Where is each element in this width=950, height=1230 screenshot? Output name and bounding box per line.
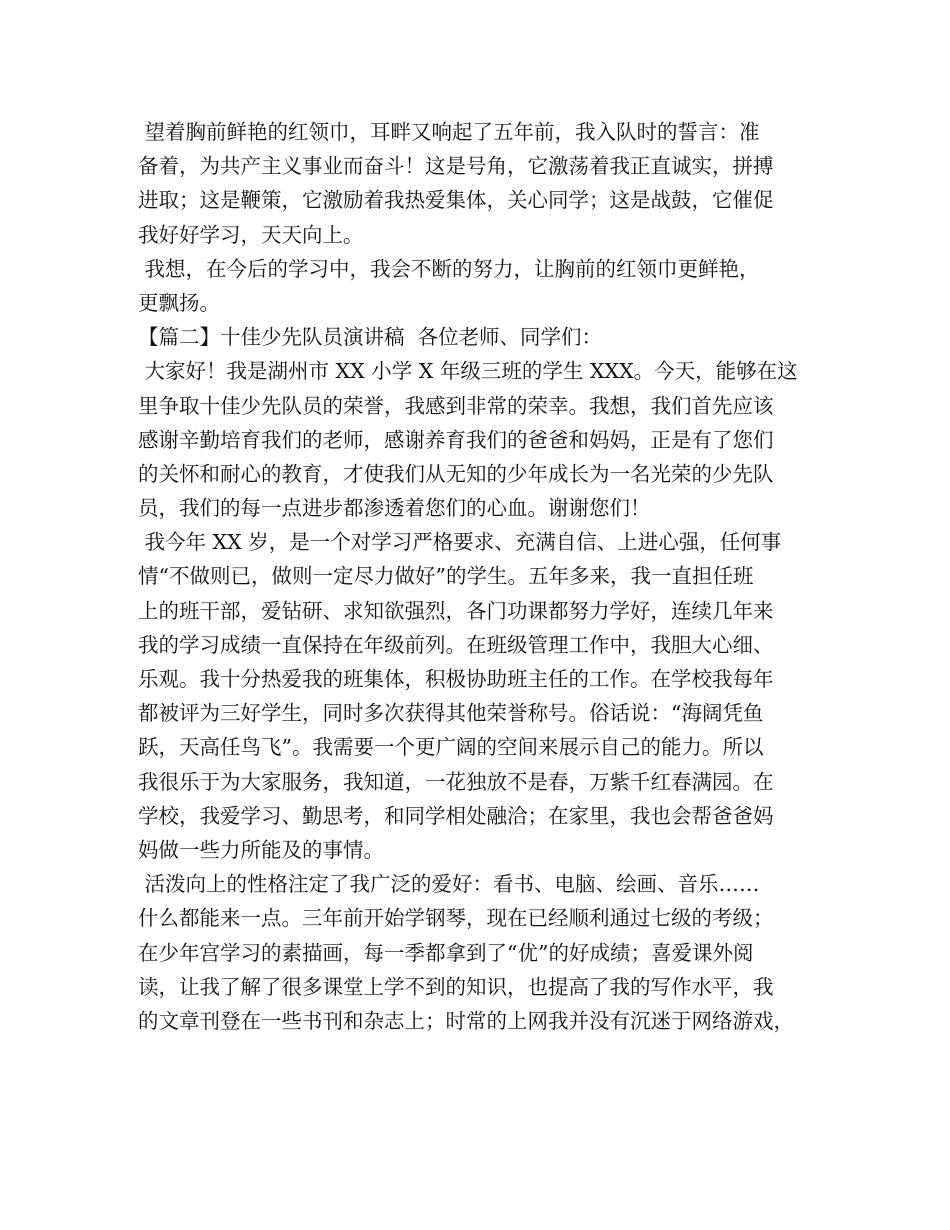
- text-line: 学校，我爱学习、勤思考，和同学相处融洽；在家里，我也会帮爸爸妈: [138, 803, 774, 828]
- text-line: 情“不做则已，做则一定尽力做好”的学生。五年多来，我一直担任班: [138, 564, 754, 589]
- text-line: 的关怀和耐心的教育，才使我们从无知的少年成长为一名光荣的少先队: [138, 461, 774, 486]
- text-line: 我的学习成绩一直保持在年级前列。在班级管理工作中，我胆大心细、: [138, 632, 774, 657]
- text-line: 上的班干部，爱钻研、求知欲强烈，各门功课都努力学好，连续几年来: [138, 598, 774, 623]
- text-line: 我今年 XX 岁，是一个对学习严格要求、充满自信、上进心强，任何事: [138, 530, 782, 555]
- text-line: 更飘扬。: [138, 290, 220, 315]
- text-line: 望着胸前鲜艳的红领巾，耳畔又响起了五年前，我入队时的誓言：准: [138, 120, 760, 144]
- text-line: 在少年宫学习的素描画，每一季都拿到了“优”的好成绩；喜爱课外阅: [138, 940, 754, 965]
- text-line: 里争取十佳少先队员的荣誉，我感到非常的荣幸。我想，我们首先应该: [138, 393, 774, 418]
- section-heading-line: 【篇二】十佳少先队员演讲稿 各位老师、同学们：: [138, 325, 603, 350]
- text-line: 的文章刊登在一些书刊和杂志上；时常的上网我并没有沉迷于网络游戏，: [138, 1008, 794, 1033]
- text-line: 都被评为三好学生，同时多次获得其他荣誉称号。俗话说：“海阔凭鱼: [138, 701, 764, 726]
- text-line: 我想，在今后的学习中，我会不断的努力，让胸前的红领巾更鲜艳，: [138, 256, 760, 281]
- text-line: 活泼向上的性格注定了我广泛的爱好：看书、电脑、绘画、音乐……: [138, 872, 760, 897]
- text-line: 感谢辛勤培育我们的老师，感谢养育我们的爸爸和妈妈，正是有了您们: [138, 427, 774, 452]
- text-line: 妈做一些力所能及的事情。: [138, 837, 384, 862]
- text-line: 备着，为共产主义事业而奋斗！这是号角，它激荡着我正直诚实，拼搏: [138, 154, 774, 179]
- text-line: 跃，天高任鸟飞”。我需要一个更广阔的空间来展示自己的能力。所以: [138, 735, 764, 760]
- text-line: 大家好！我是湖州市 XX 小学 X 年级三班的学生 XXX。今天，能够在这: [138, 359, 798, 384]
- text-line: 员，我们的每一点进步都渗透着您们的心血。谢谢您们！: [138, 496, 651, 521]
- text-line: 进取；这是鞭策，它激励着我热爱集体，关心同学；这是战鼓，它催促: [138, 188, 774, 213]
- text-line: 乐观。我十分热爱我的班集体，积极协助班主任的工作。在学校我每年: [138, 667, 774, 691]
- text-line: 我好好学习，天天向上。: [138, 222, 364, 247]
- text-line: 读，让我了解了很多课堂上学不到的知识，也提高了我的写作水平，我: [138, 974, 774, 999]
- text-line: 什么都能来一点。三年前开始学钢琴，现在已经顺利通过七级的考级；: [138, 906, 774, 931]
- text-line: 我很乐于为大家服务，我知道，一花独放不是春，万紫千红春满园。在: [138, 769, 774, 794]
- document-body: [138, 115, 828, 1038]
